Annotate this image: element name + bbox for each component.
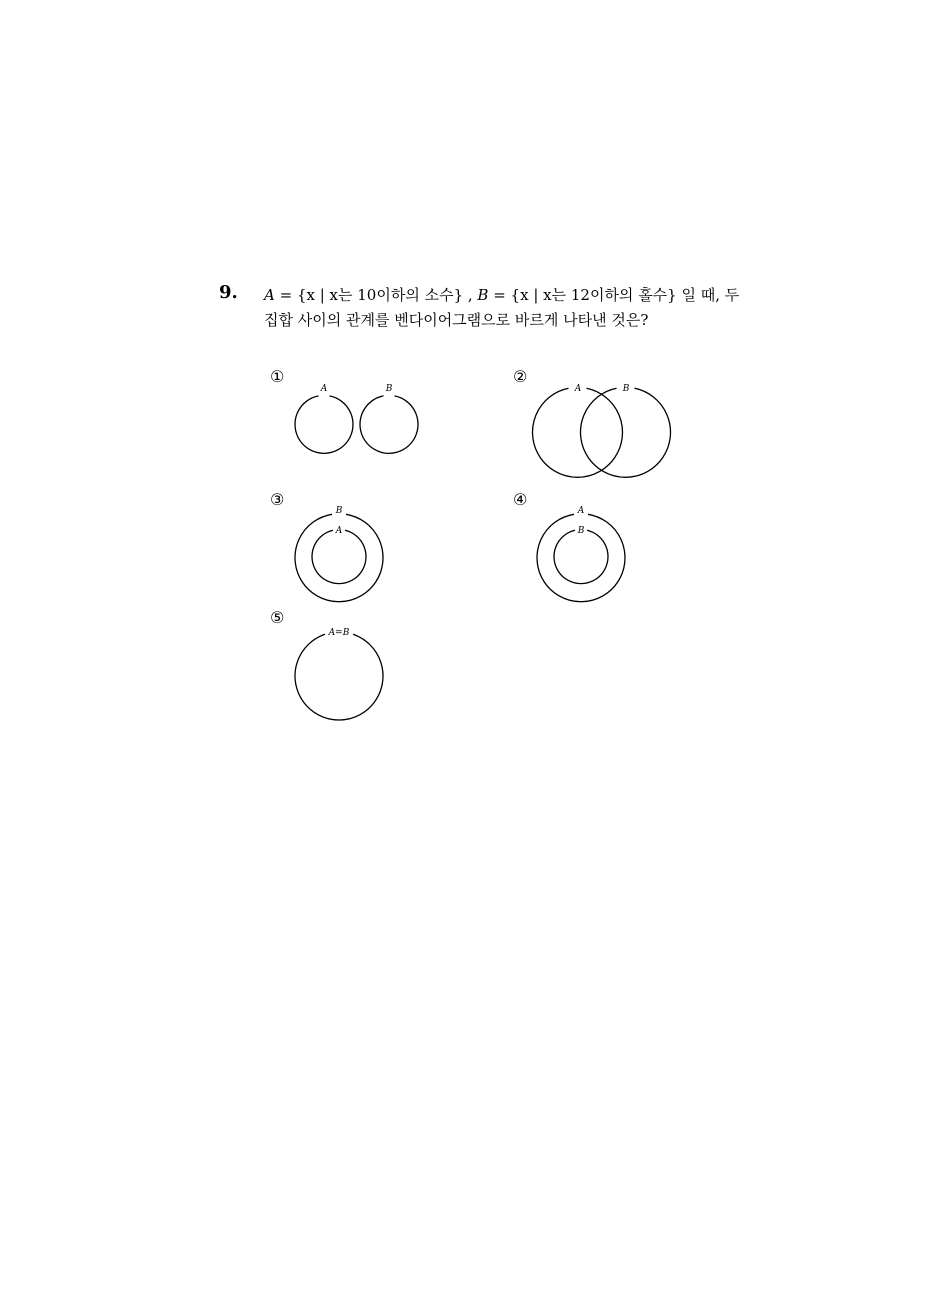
option-4-marker[interactable]: ④ (513, 490, 528, 509)
option-1-diagram[interactable] (290, 380, 425, 452)
option-2-label-b: B (622, 384, 630, 394)
option-3-diagram[interactable] (290, 502, 390, 602)
option-5-circle-a-equals-b (295, 634, 383, 720)
option-4-diagram[interactable] (532, 502, 632, 602)
option-4-label-b: B (577, 526, 585, 536)
option-1-circle-b (360, 396, 418, 453)
option-3-marker[interactable]: ③ (270, 490, 285, 509)
set-b-definition: = {x | x는 12이하의 홀수} 일 때, 두 (488, 286, 740, 304)
option-2-label-a: A (574, 384, 582, 394)
option-2-diagram[interactable] (532, 380, 677, 480)
question-line-1 (264, 283, 764, 308)
option-1-circle-a (295, 396, 353, 453)
option-2-circle-a (533, 388, 623, 477)
question-number: 9. (219, 282, 238, 303)
option-5-diagram[interactable] (290, 622, 390, 722)
option-2-marker[interactable]: ② (513, 367, 528, 386)
option-4-inner-circle-b (554, 530, 608, 583)
option-1-label-b: B (385, 384, 393, 394)
option-1-marker[interactable]: ① (270, 367, 285, 386)
option-4-label-a: A (577, 506, 585, 516)
option-2-circle-b (581, 388, 671, 477)
set-a-definition: = {x | x는 10이하의 소수} , (274, 286, 478, 304)
set-b-symbol: B (477, 286, 489, 304)
option-5-label: A=B (328, 628, 350, 638)
option-3-label-b: B (335, 506, 343, 516)
question-stem (264, 283, 764, 333)
option-5-marker[interactable]: ⑤ (270, 608, 285, 627)
option-3-label-a: A (335, 526, 343, 536)
question-line-2: 집합 사이의 관계를 벤다이어그램으로 바르게 나타낸 것은? (264, 311, 649, 329)
option-3-inner-circle-a (312, 530, 366, 583)
set-a-symbol: A (264, 286, 275, 304)
option-1-label-a: A (320, 384, 328, 394)
